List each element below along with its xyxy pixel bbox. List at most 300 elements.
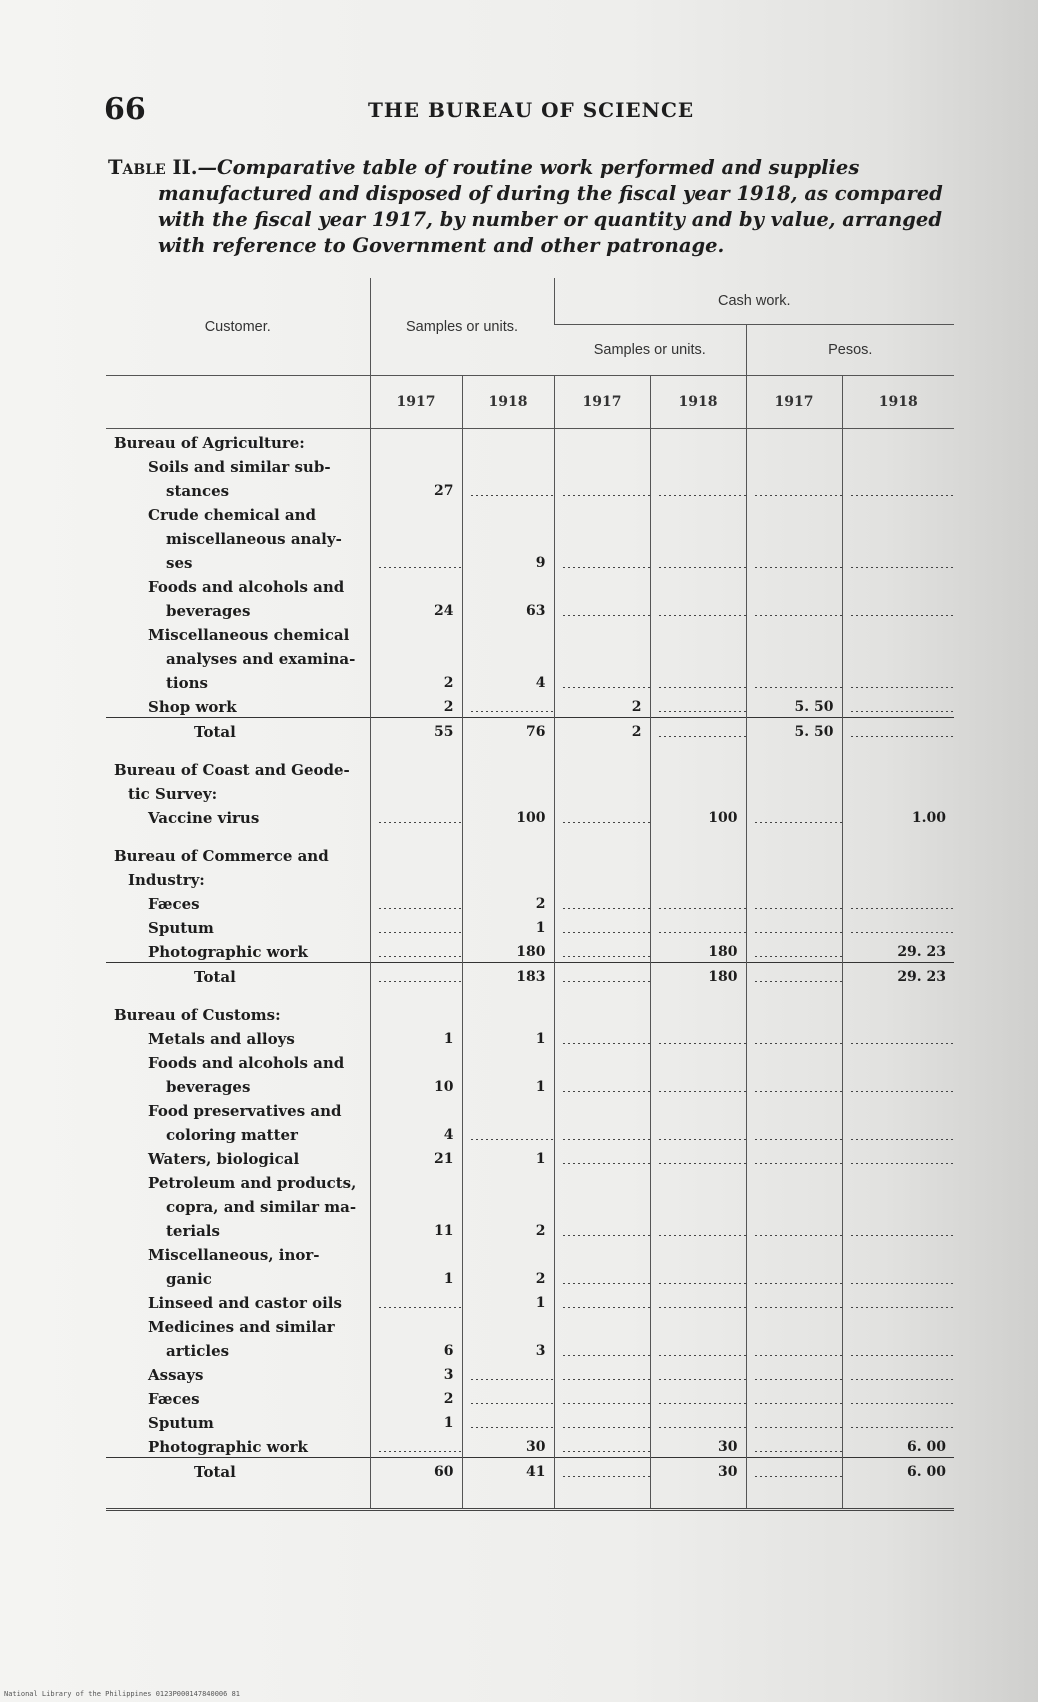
empty-cell bbox=[554, 525, 650, 549]
value-cell: 27 bbox=[370, 477, 462, 501]
table-row bbox=[106, 1337, 954, 1361]
item-label: analyses and examina- bbox=[166, 650, 356, 668]
group-separator bbox=[106, 987, 954, 1001]
value-cell bbox=[746, 669, 842, 693]
value-cell bbox=[650, 1145, 746, 1169]
value-cell bbox=[746, 938, 842, 963]
empty-cell bbox=[842, 842, 954, 866]
value-cell bbox=[554, 597, 650, 621]
empty-cell bbox=[462, 1049, 554, 1073]
value-cell bbox=[554, 1385, 650, 1409]
value-cell: 4 bbox=[462, 669, 554, 693]
value-cell bbox=[370, 1433, 462, 1458]
value-cell: 76 bbox=[462, 718, 554, 743]
item-label: ganic bbox=[166, 1270, 212, 1288]
page-number: 66 bbox=[104, 92, 146, 127]
item-label: Photographic work bbox=[148, 1438, 308, 1456]
value-cell bbox=[650, 718, 746, 743]
item-label: Medicines and similar bbox=[148, 1318, 335, 1336]
value-cell bbox=[746, 1337, 842, 1361]
group-heading-row bbox=[106, 866, 954, 890]
header-year: 1918 bbox=[650, 376, 746, 429]
value-cell bbox=[842, 890, 954, 914]
item-label: Miscellaneous, inor- bbox=[148, 1246, 320, 1264]
value-cell: 30 bbox=[650, 1458, 746, 1483]
table-row bbox=[106, 1433, 954, 1458]
value-cell bbox=[650, 1025, 746, 1049]
value-cell bbox=[746, 914, 842, 938]
item-label: Metals and alloys bbox=[148, 1030, 295, 1048]
value-cell bbox=[554, 1361, 650, 1385]
empty-cell bbox=[746, 1169, 842, 1193]
value-cell: 41 bbox=[462, 1458, 554, 1483]
empty-cell bbox=[650, 621, 746, 645]
value-cell bbox=[462, 1121, 554, 1145]
value-cell bbox=[842, 1409, 954, 1433]
empty-cell bbox=[462, 1241, 554, 1265]
value-cell bbox=[370, 890, 462, 914]
value-cell bbox=[746, 549, 842, 573]
table-row bbox=[106, 1049, 954, 1073]
empty-cell bbox=[462, 756, 554, 780]
value-cell bbox=[842, 693, 954, 718]
empty-cell bbox=[554, 1001, 650, 1025]
value-cell: 10 bbox=[370, 1073, 462, 1097]
value-cell bbox=[746, 804, 842, 828]
empty-cell bbox=[462, 866, 554, 890]
total-row bbox=[106, 718, 954, 743]
empty-cell bbox=[462, 429, 554, 454]
value-cell: 180 bbox=[462, 938, 554, 963]
value-cell bbox=[746, 597, 842, 621]
empty-cell bbox=[842, 1169, 954, 1193]
item-label: articles bbox=[166, 1342, 230, 1360]
empty-cell bbox=[650, 453, 746, 477]
empty-cell bbox=[842, 1001, 954, 1025]
value-cell bbox=[554, 1433, 650, 1458]
empty-cell bbox=[554, 1169, 650, 1193]
item-label: Linseed and castor oils bbox=[148, 1294, 342, 1312]
value-cell bbox=[746, 1289, 842, 1313]
value-cell bbox=[746, 1458, 842, 1483]
value-cell bbox=[746, 1025, 842, 1049]
value-cell: 2 bbox=[370, 693, 462, 718]
separator-cell bbox=[106, 828, 370, 842]
value-cell bbox=[746, 1409, 842, 1433]
separator-cell bbox=[842, 828, 954, 842]
empty-cell bbox=[554, 501, 650, 525]
table-row bbox=[106, 1097, 954, 1121]
caption-line-3: with the fiscal year 1917, by number or quantity and by value, arranged bbox=[158, 208, 942, 231]
value-cell bbox=[554, 1121, 650, 1145]
separator-cell bbox=[650, 828, 746, 842]
value-cell bbox=[650, 1073, 746, 1097]
table-row bbox=[106, 453, 954, 477]
value-cell bbox=[554, 1409, 650, 1433]
empty-cell bbox=[842, 501, 954, 525]
empty-cell bbox=[842, 1313, 954, 1337]
table-row bbox=[106, 1025, 954, 1049]
empty-cell bbox=[462, 645, 554, 669]
value-cell: 1 bbox=[462, 1145, 554, 1169]
table-row bbox=[106, 890, 954, 914]
value-cell: 3 bbox=[370, 1361, 462, 1385]
item-label: Photographic work bbox=[148, 943, 308, 961]
caption-line-1: —Comparative table of routine work performed and supplies bbox=[197, 156, 860, 179]
empty-cell bbox=[650, 1049, 746, 1073]
empty-cell bbox=[554, 1049, 650, 1073]
value-cell bbox=[842, 1385, 954, 1409]
closing-cell bbox=[106, 1482, 370, 1510]
empty-cell bbox=[370, 780, 462, 804]
value-cell bbox=[554, 1458, 650, 1483]
value-cell bbox=[370, 938, 462, 963]
empty-cell bbox=[842, 1193, 954, 1217]
empty-cell bbox=[370, 1001, 462, 1025]
value-cell: 2 bbox=[370, 1385, 462, 1409]
value-cell bbox=[650, 1409, 746, 1433]
value-cell bbox=[746, 1385, 842, 1409]
value-cell: 100 bbox=[650, 804, 746, 828]
value-cell bbox=[842, 1289, 954, 1313]
value-cell: 24 bbox=[370, 597, 462, 621]
value-cell bbox=[746, 963, 842, 988]
separator-cell bbox=[746, 742, 842, 756]
value-cell bbox=[370, 914, 462, 938]
value-cell bbox=[842, 1217, 954, 1241]
customer-group-label: Bureau of Commerce and bbox=[114, 847, 329, 865]
empty-cell bbox=[462, 1313, 554, 1337]
value-cell bbox=[746, 1433, 842, 1458]
table-closing-rule bbox=[106, 1482, 954, 1510]
separator-cell bbox=[370, 742, 462, 756]
empty-cell bbox=[370, 1097, 462, 1121]
empty-cell bbox=[370, 1193, 462, 1217]
item-label: Petroleum and products, bbox=[148, 1174, 357, 1192]
empty-cell bbox=[554, 866, 650, 890]
value-cell: 29. 23 bbox=[842, 963, 954, 988]
value-cell: 1 bbox=[370, 1025, 462, 1049]
value-cell bbox=[650, 1385, 746, 1409]
value-cell: 1.00 bbox=[842, 804, 954, 828]
value-cell bbox=[842, 1361, 954, 1385]
empty-cell bbox=[746, 453, 842, 477]
header-year: 1917 bbox=[370, 376, 462, 429]
caption-lead: Table II. bbox=[108, 156, 198, 179]
value-cell bbox=[554, 963, 650, 988]
empty-cell bbox=[650, 1001, 746, 1025]
empty-cell bbox=[462, 621, 554, 645]
table-row bbox=[106, 1361, 954, 1385]
value-cell bbox=[842, 914, 954, 938]
separator-cell bbox=[106, 987, 370, 1001]
empty-cell bbox=[554, 842, 650, 866]
value-cell bbox=[842, 1121, 954, 1145]
header-year: 1917 bbox=[746, 376, 842, 429]
empty-cell bbox=[370, 645, 462, 669]
value-cell bbox=[554, 549, 650, 573]
value-cell bbox=[370, 1289, 462, 1313]
value-cell: 6 bbox=[370, 1337, 462, 1361]
scan-footer: National Library of the Philippines 0123P000147840006 81 bbox=[4, 1690, 241, 1698]
value-cell bbox=[554, 669, 650, 693]
empty-cell bbox=[554, 429, 650, 454]
value-cell bbox=[462, 1409, 554, 1433]
empty-cell bbox=[370, 1169, 462, 1193]
separator-cell bbox=[462, 987, 554, 1001]
closing-cell bbox=[842, 1482, 954, 1510]
customer-group-label: Industry: bbox=[128, 871, 205, 889]
header-cash-work: Cash work. bbox=[554, 278, 954, 325]
value-cell: 30 bbox=[462, 1433, 554, 1458]
separator-cell bbox=[746, 987, 842, 1001]
group-heading-row bbox=[106, 780, 954, 804]
table-row bbox=[106, 1121, 954, 1145]
item-label: Miscellaneous chemical bbox=[148, 626, 350, 644]
table-row bbox=[106, 669, 954, 693]
separator-cell bbox=[746, 828, 842, 842]
empty-cell bbox=[746, 429, 842, 454]
separator-cell bbox=[650, 987, 746, 1001]
table-row bbox=[106, 1193, 954, 1217]
value-cell bbox=[842, 718, 954, 743]
empty-cell bbox=[650, 842, 746, 866]
empty-cell bbox=[746, 866, 842, 890]
table-row bbox=[106, 597, 954, 621]
total-label: Total bbox=[106, 718, 370, 743]
item-label: Fæces bbox=[148, 1390, 200, 1408]
group-separator bbox=[106, 742, 954, 756]
separator-cell bbox=[106, 742, 370, 756]
empty-cell bbox=[746, 780, 842, 804]
customer-group-label: Bureau of Coast and Geode- bbox=[114, 761, 350, 779]
value-cell bbox=[650, 1361, 746, 1385]
value-cell bbox=[554, 1337, 650, 1361]
empty-cell bbox=[842, 621, 954, 645]
empty-cell bbox=[462, 1193, 554, 1217]
value-cell bbox=[554, 1265, 650, 1289]
value-cell: 2 bbox=[462, 1265, 554, 1289]
value-cell bbox=[462, 1361, 554, 1385]
value-cell bbox=[842, 1073, 954, 1097]
header-year: 1918 bbox=[462, 376, 554, 429]
table-row bbox=[106, 1265, 954, 1289]
table-row bbox=[106, 1145, 954, 1169]
caption-line-4: with reference to Government and other patronage. bbox=[158, 234, 725, 257]
empty-cell bbox=[462, 1169, 554, 1193]
value-cell bbox=[554, 1025, 650, 1049]
value-cell bbox=[842, 1265, 954, 1289]
empty-cell bbox=[746, 842, 842, 866]
empty-cell bbox=[370, 429, 462, 454]
empty-cell bbox=[650, 1313, 746, 1337]
value-cell bbox=[746, 1121, 842, 1145]
empty-cell bbox=[554, 1193, 650, 1217]
value-cell bbox=[650, 1289, 746, 1313]
empty-cell bbox=[842, 756, 954, 780]
value-cell bbox=[842, 669, 954, 693]
empty-cell bbox=[370, 501, 462, 525]
value-cell: 9 bbox=[462, 549, 554, 573]
item-label: Sputum bbox=[148, 919, 214, 937]
item-label: beverages bbox=[166, 602, 251, 620]
value-cell: 21 bbox=[370, 1145, 462, 1169]
value-cell: 60 bbox=[370, 1458, 462, 1483]
table-row bbox=[106, 1241, 954, 1265]
item-label: coloring matter bbox=[166, 1126, 298, 1144]
value-cell: 1 bbox=[462, 1073, 554, 1097]
empty-cell bbox=[650, 525, 746, 549]
value-cell bbox=[554, 804, 650, 828]
customer-group-label: tic Survey: bbox=[128, 785, 218, 803]
empty-cell bbox=[746, 573, 842, 597]
value-cell bbox=[842, 597, 954, 621]
separator-cell bbox=[370, 987, 462, 1001]
customer-group-label: Bureau of Agriculture: bbox=[114, 434, 305, 452]
value-cell bbox=[842, 1145, 954, 1169]
value-cell bbox=[554, 914, 650, 938]
value-cell bbox=[462, 1385, 554, 1409]
empty-cell bbox=[842, 780, 954, 804]
value-cell bbox=[554, 1217, 650, 1241]
empty-cell bbox=[746, 1193, 842, 1217]
table-row bbox=[106, 477, 954, 501]
header-blank bbox=[106, 376, 370, 429]
value-cell: 2 bbox=[462, 1217, 554, 1241]
item-label: copra, and similar ma- bbox=[166, 1198, 357, 1216]
closing-cell bbox=[650, 1482, 746, 1510]
empty-cell bbox=[746, 501, 842, 525]
value-cell bbox=[746, 1217, 842, 1241]
header-samples-or-units: Samples or units. bbox=[370, 278, 554, 376]
separator-cell bbox=[842, 742, 954, 756]
empty-cell bbox=[370, 621, 462, 645]
value-cell bbox=[370, 549, 462, 573]
separator-cell bbox=[554, 987, 650, 1001]
item-label: beverages bbox=[166, 1078, 251, 1096]
table-row bbox=[106, 573, 954, 597]
value-cell: 11 bbox=[370, 1217, 462, 1241]
empty-cell bbox=[370, 453, 462, 477]
value-cell bbox=[746, 477, 842, 501]
empty-cell bbox=[370, 525, 462, 549]
value-cell: 1 bbox=[462, 1289, 554, 1313]
empty-cell bbox=[746, 1049, 842, 1073]
value-cell bbox=[462, 477, 554, 501]
value-cell: 180 bbox=[650, 938, 746, 963]
caption-line-2: manufactured and disposed of during the fiscal year 1918, as compared bbox=[158, 182, 943, 205]
table-row bbox=[106, 914, 954, 938]
table-body bbox=[106, 429, 954, 1510]
value-cell bbox=[554, 1289, 650, 1313]
item-label: Fæces bbox=[148, 895, 200, 913]
empty-cell bbox=[746, 1097, 842, 1121]
empty-cell bbox=[554, 621, 650, 645]
empty-cell bbox=[842, 453, 954, 477]
value-cell: 4 bbox=[370, 1121, 462, 1145]
closing-cell bbox=[370, 1482, 462, 1510]
closing-cell bbox=[554, 1482, 650, 1510]
value-cell: 2 bbox=[462, 890, 554, 914]
empty-cell bbox=[650, 780, 746, 804]
header-year: 1917 bbox=[554, 376, 650, 429]
empty-cell bbox=[370, 756, 462, 780]
value-cell bbox=[554, 890, 650, 914]
table-row bbox=[106, 501, 954, 525]
value-cell bbox=[554, 477, 650, 501]
value-cell bbox=[370, 963, 462, 988]
table-row bbox=[106, 1217, 954, 1241]
empty-cell bbox=[650, 429, 746, 454]
value-cell: 2 bbox=[554, 693, 650, 718]
table-row bbox=[106, 1073, 954, 1097]
table-row bbox=[106, 1385, 954, 1409]
total-label: Total bbox=[106, 1458, 370, 1483]
value-cell bbox=[842, 477, 954, 501]
table-row bbox=[106, 693, 954, 718]
empty-cell bbox=[554, 645, 650, 669]
table-row bbox=[106, 549, 954, 573]
item-label: Sputum bbox=[148, 1414, 214, 1432]
value-cell bbox=[554, 1073, 650, 1097]
empty-cell bbox=[842, 1049, 954, 1073]
item-label: tions bbox=[166, 674, 208, 692]
header-pesos: Pesos. bbox=[746, 325, 954, 376]
empty-cell bbox=[842, 866, 954, 890]
table-row bbox=[106, 1409, 954, 1433]
value-cell: 3 bbox=[462, 1337, 554, 1361]
empty-cell bbox=[746, 1241, 842, 1265]
header-cash-samples-or-units: Samples or units. bbox=[554, 325, 746, 376]
table-row bbox=[106, 1169, 954, 1193]
empty-cell bbox=[370, 866, 462, 890]
value-cell bbox=[650, 477, 746, 501]
value-cell bbox=[650, 1337, 746, 1361]
empty-cell bbox=[650, 645, 746, 669]
value-cell bbox=[650, 1217, 746, 1241]
value-cell bbox=[842, 549, 954, 573]
value-cell bbox=[650, 549, 746, 573]
table-row bbox=[106, 621, 954, 645]
empty-cell bbox=[842, 1241, 954, 1265]
value-cell bbox=[746, 890, 842, 914]
empty-cell bbox=[462, 501, 554, 525]
group-heading-row bbox=[106, 842, 954, 866]
value-cell bbox=[650, 693, 746, 718]
empty-cell bbox=[650, 1097, 746, 1121]
value-cell bbox=[554, 938, 650, 963]
empty-cell bbox=[746, 621, 842, 645]
empty-cell bbox=[370, 1049, 462, 1073]
value-cell bbox=[650, 914, 746, 938]
value-cell bbox=[650, 1121, 746, 1145]
value-cell bbox=[746, 1265, 842, 1289]
value-cell bbox=[746, 1073, 842, 1097]
empty-cell bbox=[370, 573, 462, 597]
empty-cell bbox=[842, 429, 954, 454]
item-label: Vaccine virus bbox=[148, 809, 260, 827]
table-caption bbox=[108, 155, 958, 259]
empty-cell bbox=[650, 1241, 746, 1265]
empty-cell bbox=[746, 1313, 842, 1337]
empty-cell bbox=[650, 866, 746, 890]
empty-cell bbox=[650, 756, 746, 780]
separator-cell bbox=[554, 828, 650, 842]
empty-cell bbox=[650, 1169, 746, 1193]
empty-cell bbox=[554, 453, 650, 477]
value-cell bbox=[650, 669, 746, 693]
empty-cell bbox=[650, 1193, 746, 1217]
